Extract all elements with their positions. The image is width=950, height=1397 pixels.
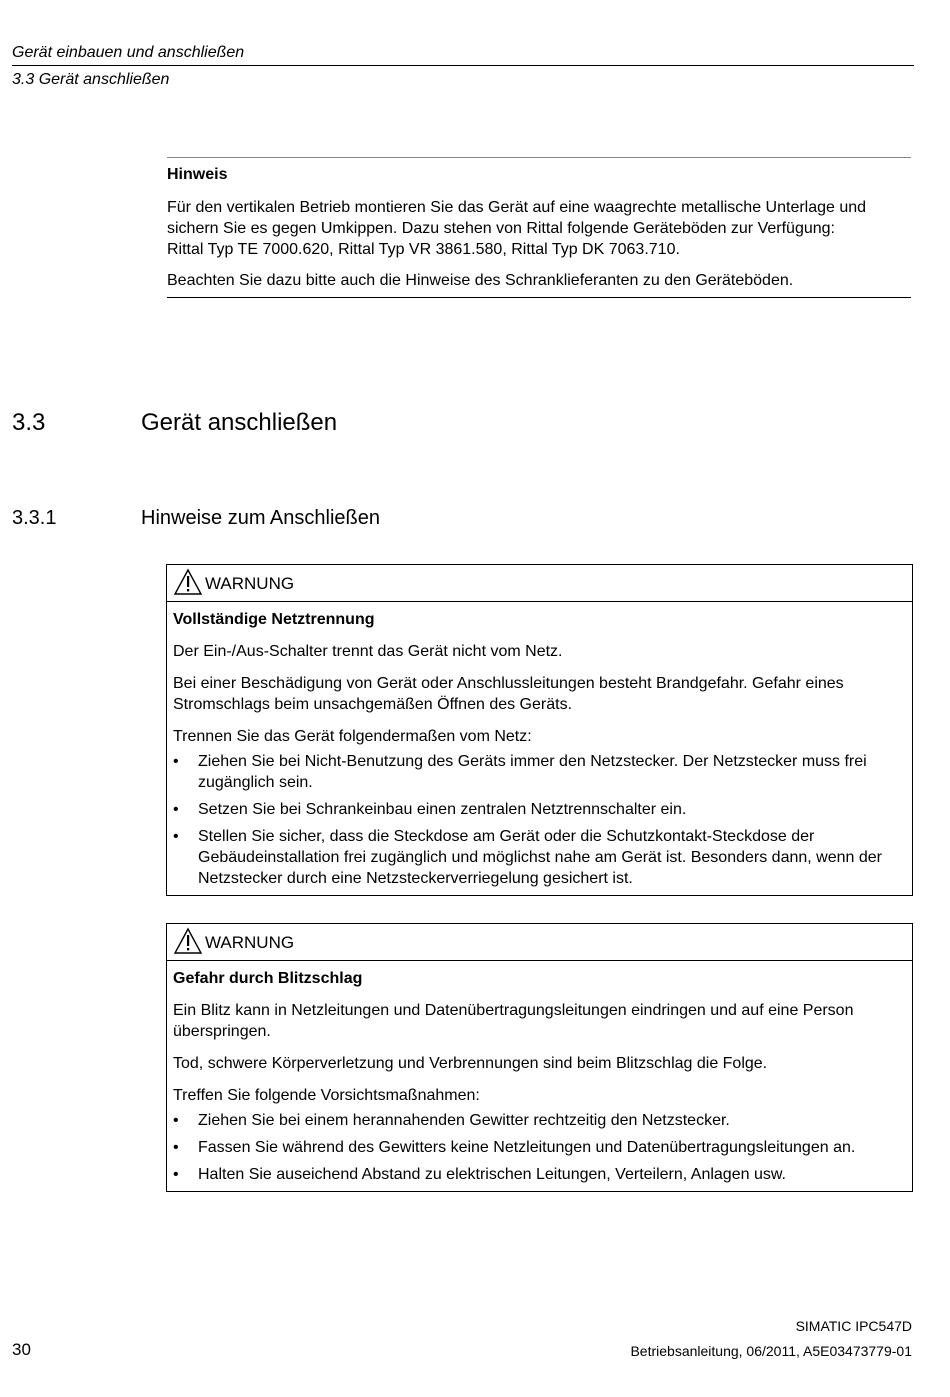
warning-paragraph: Ein Blitz kann in Netzleitungen und Datenübertragungsleitungen eindringen und auf eine Person überspringen. bbox=[173, 1002, 854, 1040]
warning-paragraph: Tod, schwere Körperverletzung und Verbrennungen sind beim Blitzschlag die Folge. bbox=[173, 1055, 768, 1072]
warning-header bbox=[167, 565, 912, 602]
list-item-text: Halten Sie auseichend Abstand zu elektrischen Leitungen, Verteilern, Anlagen usw. bbox=[198, 1166, 786, 1183]
warning-paragraph: Trennen Sie das Gerät folgendermaßen vom Netz: bbox=[173, 728, 532, 745]
warning-triangle-icon bbox=[173, 927, 203, 955]
list-item-text: Fassen Sie während des Gewitters keine Netzleitungen und Datenübertragungsleitungen an. bbox=[198, 1139, 856, 1156]
warning-paragraph: Treffen Sie folgende Vorsichtsmaßnahmen: bbox=[173, 1087, 480, 1104]
subsection-title: Hinweise zum Anschließen bbox=[141, 507, 380, 529]
warning-paragraph: Der Ein-/Aus-Schalter trennt das Gerät nicht vom Netz. bbox=[173, 643, 563, 660]
warning-bullet-list bbox=[173, 751, 906, 889]
warning-body bbox=[167, 602, 912, 895]
warning-header bbox=[167, 924, 912, 961]
note-paragraph: Rittal Typ TE 7000.620, Rittal Typ VR 3861.580, Rittal Typ DK 7063.710. bbox=[167, 241, 680, 258]
list-item bbox=[173, 799, 906, 820]
running-header bbox=[12, 43, 914, 90]
warning-box bbox=[166, 564, 913, 896]
header-section: 3.3 Gerät anschließen bbox=[12, 71, 170, 88]
section-title: Gerät anschließen bbox=[141, 409, 338, 436]
footer-document-id: Betriebsanleitung, 06/2011, A5E03473779-01 bbox=[630, 1343, 912, 1359]
list-item-text: Stellen Sie sicher, dass die Steckdose am Gerät oder die Schutzkontakt-Steckdose der Gebäudeinstallation frei zugänglich und möglichst nahe am Gerät ist. Besonders dann, wenn der Netzstecker durch eine Netzsteckerverriegelung gesichert ist. bbox=[198, 828, 882, 887]
section-number: 3.3 bbox=[12, 409, 46, 436]
note-title: Hinweis bbox=[167, 166, 228, 183]
header-rule bbox=[12, 65, 914, 66]
note-box bbox=[167, 157, 911, 298]
warning-title: Vollständige Netztrennung bbox=[173, 611, 375, 628]
warning-title: Gefahr durch Blitzschlag bbox=[173, 970, 363, 987]
list-item bbox=[173, 1164, 906, 1185]
bullet-glyph: • bbox=[173, 828, 179, 845]
bullet-glyph: • bbox=[173, 1112, 179, 1129]
list-item bbox=[173, 1110, 906, 1131]
page-number: 30 bbox=[12, 1340, 31, 1359]
warning-label: WARNUNG bbox=[205, 932, 295, 952]
warning-box bbox=[166, 923, 913, 1192]
list-item-text: Ziehen Sie bei Nicht-Benutzung des Geräts immer den Netzstecker. Der Netzstecker muss frei zugänglich sein. bbox=[198, 753, 867, 791]
warning-paragraph: Bei einer Beschädigung von Gerät oder Anschlussleitungen besteht Brandgefahr. Gefahr eines Stromschlags beim unsachgemäßen Öffnen des Geräts. bbox=[173, 675, 844, 713]
list-item-text: Setzen Sie bei Schrankeinbau einen zentralen Netztrennschalter ein. bbox=[198, 801, 687, 818]
warning-body bbox=[167, 961, 912, 1191]
footer-product: SIMATIC IPC547D bbox=[795, 1318, 912, 1334]
note-paragraph: Beachten Sie dazu bitte auch die Hinweise des Schranklieferanten zu den Geräteböden. bbox=[167, 272, 794, 289]
list-item bbox=[173, 1137, 906, 1158]
bullet-glyph: • bbox=[173, 801, 179, 818]
note-paragraph: Für den vertikalen Betrieb montieren Sie das Gerät auf eine waagrechte metallische Unterlage und sichern Sie es gegen Umkippen. Dazu stehen von Rittal folgende Geräteböden zur Verfügung: bbox=[167, 199, 867, 237]
subsection-heading bbox=[12, 505, 380, 531]
list-item bbox=[173, 826, 906, 889]
list-item bbox=[173, 751, 906, 793]
bullet-glyph: • bbox=[173, 1166, 179, 1183]
section-heading bbox=[12, 408, 337, 438]
bullet-glyph: • bbox=[173, 1139, 179, 1156]
bullet-glyph: • bbox=[173, 753, 179, 770]
warning-bullet-list bbox=[173, 1110, 906, 1185]
header-chapter: Gerät einbauen und anschließen bbox=[12, 44, 245, 61]
warning-label: WARNUNG bbox=[205, 573, 295, 593]
list-item-text: Ziehen Sie bei einem herannahenden Gewitter rechtzeitig den Netzstecker. bbox=[198, 1112, 730, 1129]
subsection-number: 3.3.1 bbox=[12, 507, 57, 529]
warning-triangle-icon bbox=[173, 568, 203, 596]
